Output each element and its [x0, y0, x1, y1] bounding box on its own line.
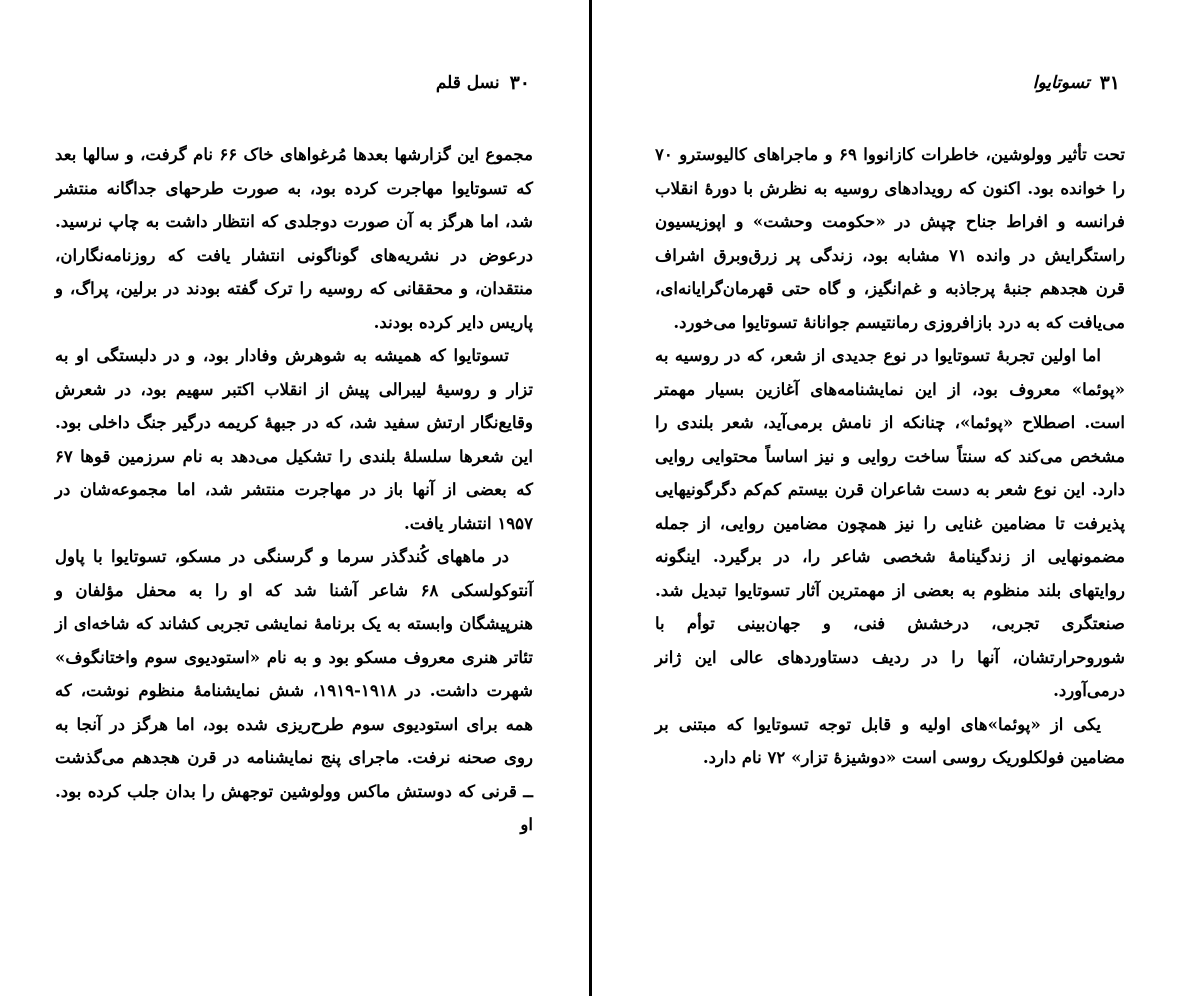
left-paragraph-2: تسوتایوا که همیشه به شوهرش وفادار بود، و در دلبستگی او به تزار و روسیهٔ لیبرالی پیش از انقلاب اکتبر سهیم بود، در شعرش وقایع‌نگار ارتش سفید شد، که در جبههٔ کریمه درگیر جنگ داخلی بود. این شعرها سلسلهٔ بلندی را تشکیل می‌دهد به نام سرزمین قوها ۶۷ که بعضی از آنها باز در مهاجرت منتشر شد، اما مجموعه‌شان در ۱۹۵۷ انتشار یافت. — [55, 345, 533, 533]
right-page-body — [655, 138, 1125, 775]
right-page-number: ۳۱ — [1099, 72, 1120, 94]
left-running-title: نسل قلم — [435, 73, 500, 93]
right-running-title: تسوتایوا — [1032, 73, 1090, 93]
right-paragraph-3: یکی از «پوئما»های اولیه و قابل توجه تسوتایوا که مبتنی بر مضامین فولکلوریک روسی است «دوشیزهٔ تزار» ۷۲ نام دارد. — [655, 713, 1125, 767]
right-paragraph-1: تحت تأثیر وولوشین، خاطرات کازانووا ۶۹ و ماجراهای کالیوسترو ۷۰ را خوانده بود. اکنون که رویدادهای روسیه به نظرش با دورهٔ انقلاب فرانسه و افراط جناح چپش در «حکومت وحشت» و اپوزیسیون راستگرایش در وانده ۷۱ مشابه بود، زندگی پر زرق‌وبرق اشراف قرن هجدهم جنبهٔ پرجاذبه و غم‌انگیز، و گاه حتی قهرمان‌گرایانه‌ای، می‌یافت که به درد بازافروزی رمانتیسم جوانانهٔ تسوتایوا می‌خورد. — [655, 144, 1125, 332]
left-page-number: ۳۰ — [509, 72, 530, 94]
left-paragraph-1: مجموع این گزارشها بعدها مُرغواهای خاک ۶۶ نام گرفت، و سالها بعد که تسوتایوا مهاجرت کرده بود، به صورت طرحهای جداگانه منتشر شد، اما هرگز به آن صورت دوجلدی که انتظار داشت به چاپ نرسید. درعوض در نشریه‌های گوناگونی انتشار یافت که روزنامه‌نگاران، منتقدان، و محققانی که روسیه را ترک گفته بودند در برلین، پراگ، و پاریس دایر کرده بودند. — [55, 144, 534, 332]
right-page — [593, 0, 1180, 996]
left-page-body — [55, 138, 533, 842]
right-paragraph-2: اما اولین تجربهٔ تسوتایوا در نوع جدیدی از شعر، که در روسیه به «پوئما» معروف بود، از این نمایشنامه‌های آغازین بسیار مهمتر است. اصطلاح «پوئما»، چنانکه از نامش برمی‌آید، شعر بلندی را مشخص می‌کند که سنتاً ساخت روایی و نیز اساساً محتوایی روایی دارد. این نوع شعر به دست شاعران قرن بیستم کم‌کم دگرگونیهایی پذیرفت تا مضامین غنایی را نیز همچون مضامین روایی، از جمله مضمونهایی از زندگینامهٔ شخصی شاعر را، در برگیرد. اینگونه روایتهای بلند منظوم به بعضی از مهمترین آثار تسوتایوا تبدیل شد. صنعتگری تجربی، درخشش فنی، و جهان‌بینی توأم با شوروحرارتشان، آنها را در ردیف دستاوردهای عالی این ژانر درمی‌آورد. — [655, 345, 1125, 700]
left-paragraph-3: در ماههای کُندگذر سرما و گرسنگی در مسکو، تسوتایوا با پاول آنتوکولسکی ۶۸ شاعر آشنا شد که او را به محفل مؤلفان و هنرپیشگان وابسته به یک برنامهٔ نمایشی تجربی کشاند که شاخه‌ای از تئاتر هنری معروف مسکو بود و به نام «استودیوی سوم واختانگوف» شهرت داشت. در ۱۹۱۸-۱۹۱۹، شش نمایشنامهٔ منظوم نوشت، که همه برای استودیوی سوم طرح‌ریزی شده بود، اما هرگز در آنجا به روی صحنه نرفت. ماجرای پنج نمایشنامه در قرن هجدهم می‌گذشت ــ قرنی که دوستش ماکس وولوشین توجهش را بدان جلب کرده بود. او — [55, 546, 533, 834]
right-page-header — [1033, 68, 1120, 98]
left-page-header — [436, 68, 530, 98]
